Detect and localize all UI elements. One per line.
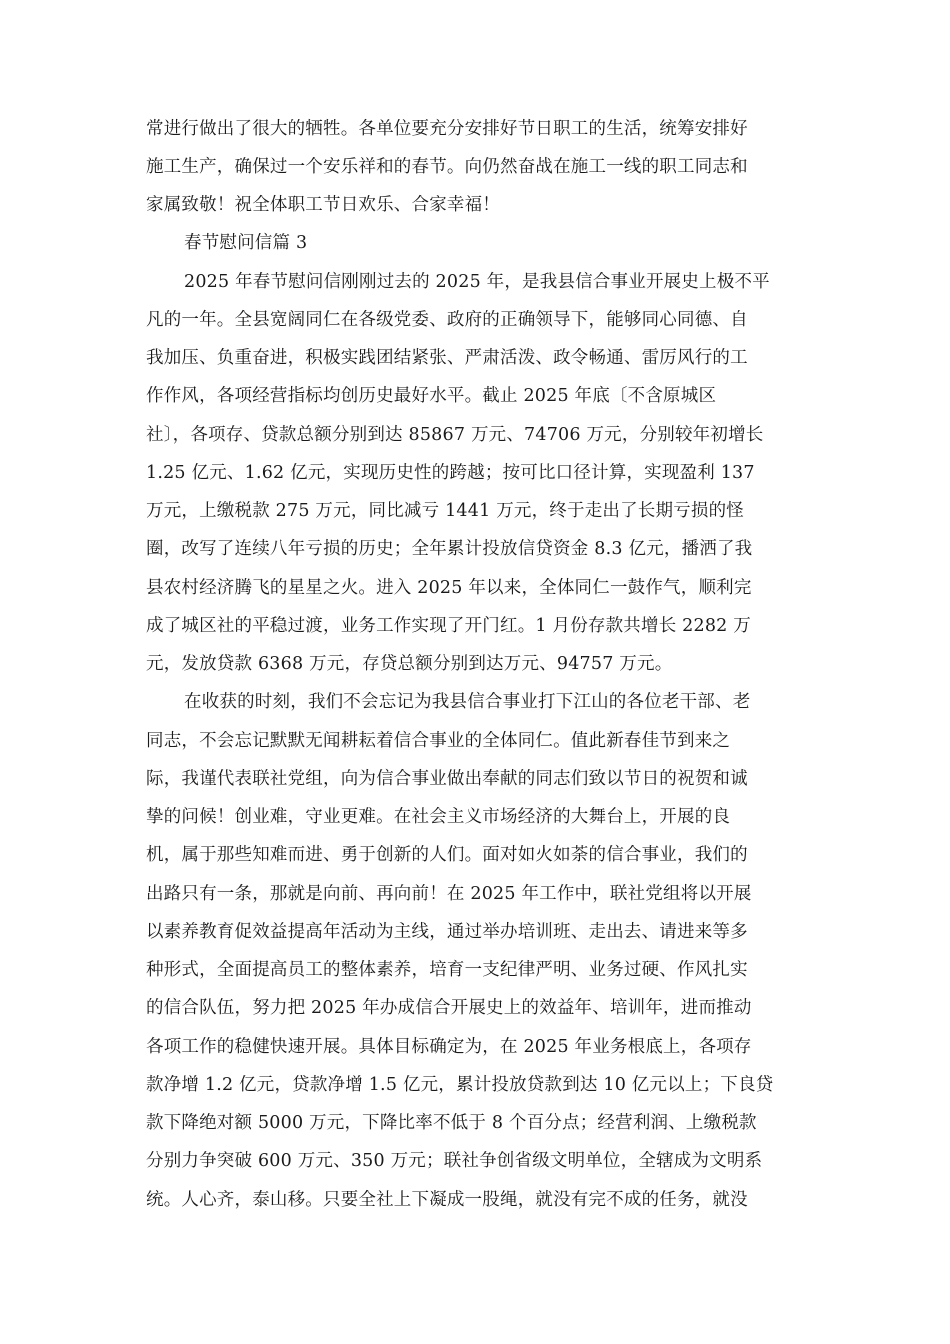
text-line: 施工生产，确保过一个安乐祥和的春节。向仍然奋战在施工一线的职工同志和 xyxy=(146,157,748,177)
text-line: 种形式，全面提高员工的整体素养，培育一支纪律严明、业务过硬、作风扎实 xyxy=(146,960,748,980)
text-line: 挚的问候！创业难，守业更难。在社会主义市场经济的大舞台上，开展的良 xyxy=(146,807,731,827)
text-line: 以素养教育促效益提高年活动为主线，通过举办培训班、走出去、请进来等多 xyxy=(146,922,748,942)
text-line: 我加压、负重奋进，积极实践团结紧张、严肃活泼、政令畅通、雷厉风行的工 xyxy=(146,348,748,368)
text-line: 凡的一年。全县宽阔同仁在各级党委、政府的正确领导下，能够同心同德、自 xyxy=(146,310,748,330)
text-line: 元，发放贷款 6368 万元，存贷总额分别到达万元、94757 万元。 xyxy=(146,654,673,674)
section-heading: 春节慰问信篇 3 xyxy=(184,233,308,253)
text-line: 分别力争突破 600 万元、350 万元；联社争创省级文明单位，全辖成为文明系 xyxy=(146,1151,763,1171)
text-line: 2025 年春节慰问信刚刚过去的 2025 年，是我县信合事业开展史上极不平 xyxy=(184,272,770,292)
text-line: 成了城区社的平稳过渡，业务工作实现了开门红。1 月份存款共增长 2282 万 xyxy=(146,616,751,636)
text-line: 款净增 1.2 亿元，贷款净增 1.5 亿元，累计投放贷款到达 10 亿元以上；下良贷 xyxy=(146,1075,774,1095)
text-line: 1.25 亿元、1.62 亿元，实现历史性的跨越；按可比口径计算，实现盈利 137 xyxy=(146,463,755,483)
text-line: 机，属于那些知难而进、勇于创新的人们。面对如火如荼的信合事业，我们的 xyxy=(146,845,748,865)
text-line: 常进行做出了很大的牺牲。各单位要充分安排好节日职工的生活，统筹安排好 xyxy=(146,119,748,139)
text-line: 各项工作的稳健快速开展。具体目标确定为，在 2025 年业务根底上，各项存 xyxy=(146,1037,752,1057)
text-line: 在收获的时刻，我们不会忘记为我县信合事业打下江山的各位老干部、老 xyxy=(184,692,751,712)
text-line: 社〕，各项存、贷款总额分别到达 85867 万元、74706 万元，分别较年初增长 xyxy=(146,425,764,445)
text-line: 圈，改写了连续八年亏损的历史；全年累计投放信贷资金 8.3 亿元，播洒了我 xyxy=(146,539,753,559)
text-line: 同志，不会忘记默默无闻耕耘着信合事业的全体同仁。值此新春佳节到来之 xyxy=(146,731,731,751)
text-line: 作作风，各项经营指标均创历史最好水平。截止 2025 年底〔不含原城区 xyxy=(146,386,717,406)
text-line: 际，我谨代表联社党组，向为信合事业做出奉献的同志们致以节日的祝贺和诚 xyxy=(146,769,748,789)
text-line: 统。人心齐，泰山移。只要全社上下凝成一股绳，就没有完不成的任务，就没 xyxy=(146,1190,748,1210)
text-line: 出路只有一条，那就是向前、再向前！在 2025 年工作中，联社党组将以开展 xyxy=(146,884,752,904)
text-line: 县农村经济腾飞的星星之火。进入 2025 年以来，全体同仁一鼓作气，顺利完 xyxy=(146,578,752,598)
text-line: 款下降绝对额 5000 万元，下降比率不低于 8 个百分点；经营利润、上缴税款 xyxy=(146,1113,757,1133)
text-line: 家属致敬！祝全体职工节日欢乐、合家幸福！ xyxy=(146,195,500,215)
text-line: 万元，上缴税款 275 万元，同比减亏 1441 万元，终于走出了长期亏损的怪 xyxy=(146,501,744,521)
text-line: 的信合队伍，努力把 2025 年办成信合开展史上的效益年、培训年，进而推动 xyxy=(146,998,752,1018)
